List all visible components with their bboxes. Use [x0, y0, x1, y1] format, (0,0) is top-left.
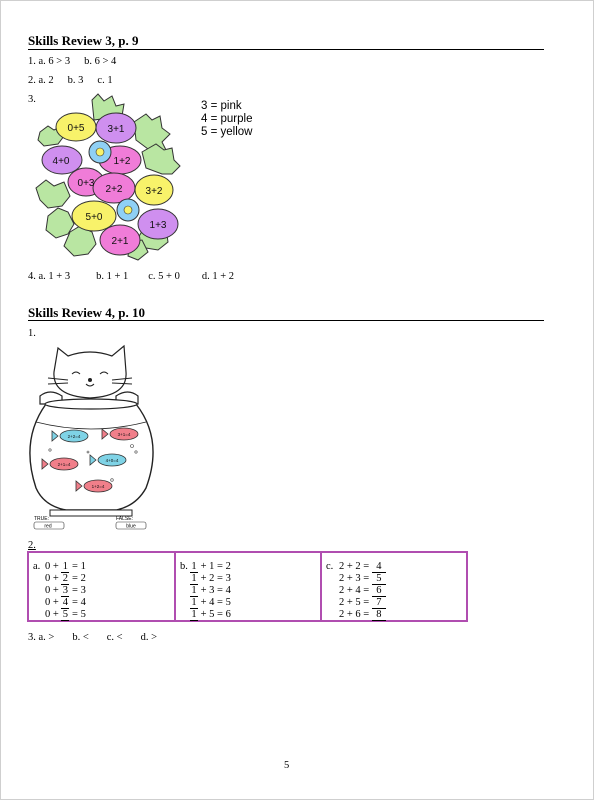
equation-row: 2 + 6 = 8	[339, 609, 386, 621]
equation-row: 2 + 2 = 4	[339, 561, 386, 573]
equation-row: 2 + 4 = 6	[339, 585, 386, 597]
fish-label: 3+1=4	[117, 432, 131, 437]
legend-item: 5 = yellow	[201, 126, 253, 138]
answer-blank: 8	[372, 610, 386, 621]
petal-label: 0+5	[67, 123, 85, 134]
petal-label: 0+3	[77, 178, 95, 189]
box-b-label: b.	[180, 561, 188, 572]
equation-row: 0 + 1 = 1	[45, 561, 86, 572]
petal-label: 3+1	[107, 124, 125, 135]
answer-line-4	[28, 271, 248, 282]
equation-row: 1 + 1 = 2	[191, 561, 231, 572]
petal-label: 1+2	[113, 156, 131, 167]
question-2-label: 2.	[28, 540, 36, 551]
answer-blank: 2	[62, 573, 69, 584]
petal-label: 2+2	[105, 184, 123, 195]
answer-blank: 6	[372, 586, 386, 597]
true-key-color: red	[44, 523, 52, 530]
answer-text: b. <	[72, 632, 89, 643]
answer-blank: 1	[191, 585, 197, 596]
equation-row: 0 + 3 = 3	[45, 585, 86, 596]
page-number: 5	[284, 760, 290, 771]
petal-label: 1+3	[149, 220, 167, 231]
petal-label: 2+1	[111, 236, 129, 247]
fish-label: 2+2=4	[67, 434, 81, 439]
answer-blank: 1	[191, 597, 197, 608]
legend-item: 3 = pink	[201, 100, 242, 112]
answer-text: c. <	[106, 632, 123, 643]
section-heading-skills-review-4: Skills Review 4, p. 10	[28, 305, 146, 320]
petal-label: 5+0	[85, 212, 103, 223]
answer-blank: 4	[62, 597, 69, 608]
question-1-label: 1.	[28, 328, 36, 339]
petal-label: 4+0	[52, 156, 70, 167]
answer-blank: 5	[62, 609, 69, 620]
answer-text: b. 6 > 4	[84, 56, 117, 67]
heading-rule	[28, 49, 544, 50]
answer-text: 4. a. 1 + 3	[28, 271, 71, 282]
answer-blank: 7	[372, 598, 386, 609]
fish-label: 1+2=4	[91, 484, 105, 489]
box-c-equations	[339, 561, 386, 621]
box-a-label: a.	[33, 561, 41, 572]
answer-text: 1. a. 6 > 3	[28, 56, 71, 67]
equation-row: 1 + 5 = 6	[191, 609, 231, 620]
answer-text: b. 1 + 1	[96, 271, 129, 282]
legend-item: 4 = purple	[201, 113, 253, 125]
answer-blank: 3	[62, 585, 69, 596]
cat-fishbowl-illustration	[28, 340, 168, 532]
answer-blank: 1	[62, 561, 69, 572]
petal-label: 3+2	[145, 186, 163, 197]
section-heading-skills-review-3: Skills Review 3, p. 9	[28, 33, 139, 48]
answer-blank: 1	[191, 561, 197, 572]
box-b-equations	[190, 561, 231, 621]
answer-line-2	[28, 75, 127, 86]
answer-blank: 5	[372, 574, 386, 585]
box-a-equations	[45, 561, 86, 621]
leaf	[142, 144, 180, 174]
box-c-label: c.	[326, 561, 334, 572]
equation-row: 0 + 2 = 2	[45, 573, 86, 584]
answer-blank: 1	[191, 573, 197, 584]
equation-row: 0 + 5 = 5	[45, 609, 86, 620]
false-key-label: FALSE:	[116, 516, 133, 522]
equation-row: 2 + 3 = 5	[339, 573, 386, 585]
answer-text: d. 1 + 2	[201, 271, 235, 282]
question-3-label: 3.	[28, 94, 36, 105]
equation-row: 2 + 5 = 7	[339, 597, 386, 609]
color-legend	[201, 100, 252, 139]
answer-text: c. 5 + 0	[148, 271, 180, 282]
flower-illustration	[34, 92, 194, 264]
heading-rule	[28, 320, 544, 321]
equation-row: 1 + 2 = 3	[191, 573, 231, 584]
equation-row: 1 + 3 = 4	[191, 585, 231, 596]
fish-label: 2+1=4	[57, 462, 71, 467]
leaf	[36, 180, 70, 208]
answer-line-3	[28, 632, 171, 643]
answer-text: 3. a. >	[28, 632, 55, 643]
answer-line-1	[28, 56, 130, 67]
answer-blank: 1	[191, 609, 197, 620]
answer-text: d. >	[140, 632, 158, 643]
true-key-label: TRUE:	[34, 516, 49, 522]
equation-row: 0 + 4 = 4	[45, 597, 86, 608]
answer-blank: 4	[372, 562, 386, 573]
false-key-color: blue	[126, 523, 136, 530]
answer-text: b. 3	[67, 75, 84, 86]
equation-row: 1 + 4 = 5	[191, 597, 231, 608]
answer-text: c. 1	[97, 75, 113, 86]
fish-label: 4+0=4	[105, 458, 119, 463]
answer-text: 2. a. 2	[28, 75, 54, 86]
cat-head	[54, 346, 126, 398]
